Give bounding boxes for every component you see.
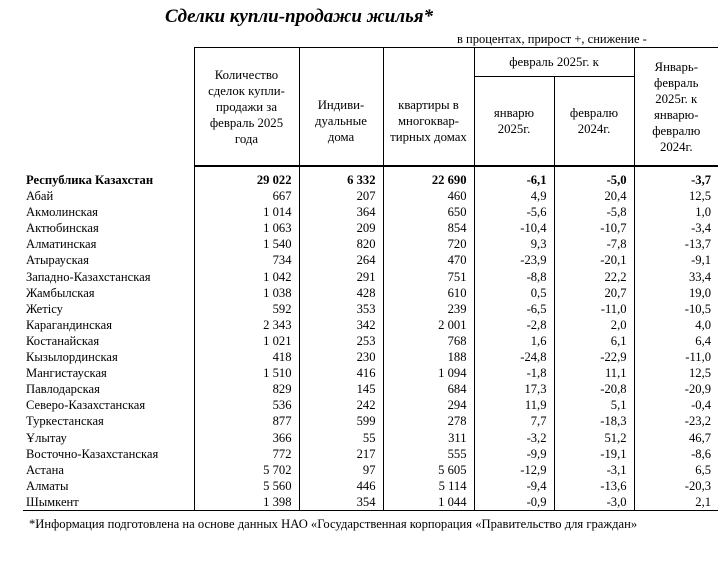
cell-count: 1 398 bbox=[194, 494, 299, 511]
cell-count: 667 bbox=[194, 188, 299, 204]
table-row bbox=[23, 446, 718, 462]
cell-janfeb: 12,5 bbox=[634, 365, 718, 381]
cell-individual: 55 bbox=[299, 430, 383, 446]
cell-apartments: 294 bbox=[383, 397, 474, 413]
cell-apartments: 854 bbox=[383, 220, 474, 236]
cell-apartments: 470 bbox=[383, 252, 474, 268]
cell-individual: 242 bbox=[299, 397, 383, 413]
table-body bbox=[23, 166, 718, 510]
cell-jan2025: -2,8 bbox=[474, 317, 554, 333]
cell-apartments: 684 bbox=[383, 381, 474, 397]
cell-region: Акмолинская bbox=[23, 204, 194, 220]
cell-region: Алматинская bbox=[23, 236, 194, 252]
cell-janfeb: 6,5 bbox=[634, 462, 718, 478]
cell-region: Шымкент bbox=[23, 494, 194, 511]
cell-region: Карагандинская bbox=[23, 317, 194, 333]
cell-feb2024: 11,1 bbox=[554, 365, 634, 381]
total-row bbox=[23, 166, 718, 188]
cell-janfeb: -20,9 bbox=[634, 381, 718, 397]
cell-count: 772 bbox=[194, 446, 299, 462]
table-row bbox=[23, 333, 718, 349]
cell-individual: 599 bbox=[299, 413, 383, 429]
cell-individual: 291 bbox=[299, 269, 383, 285]
cell-count: 5 702 bbox=[194, 462, 299, 478]
cell-feb2024: -11,0 bbox=[554, 301, 634, 317]
footnote: *Информация подготовлена на основе данных НАО «Государственная корпорация «Правительство для граждан» bbox=[29, 517, 638, 531]
table-row bbox=[23, 349, 718, 365]
table-row bbox=[23, 317, 718, 333]
table-row bbox=[23, 188, 718, 204]
cell-region: Ұлытау bbox=[23, 430, 194, 446]
cell-region: Северо-Казахстанская bbox=[23, 397, 194, 413]
count-header: Количество сделок купли-продажи за февраль 2025 года bbox=[194, 48, 299, 167]
cell-feb2024: -5,8 bbox=[554, 204, 634, 220]
cell-individual: 820 bbox=[299, 236, 383, 252]
cell-region: Атырауская bbox=[23, 252, 194, 268]
cell-feb2024: 51,2 bbox=[554, 430, 634, 446]
cell-janfeb: 46,7 bbox=[634, 430, 718, 446]
cell-count: 366 bbox=[194, 430, 299, 446]
cell-feb2024: -3,1 bbox=[554, 462, 634, 478]
cell-apartments: 1 094 bbox=[383, 365, 474, 381]
cell-janfeb: 6,4 bbox=[634, 333, 718, 349]
cell-jan2025: 11,9 bbox=[474, 397, 554, 413]
cell-region: Кызылординская bbox=[23, 349, 194, 365]
cell-feb2024: -13,6 bbox=[554, 478, 634, 494]
cell-jan2025: -24,8 bbox=[474, 349, 554, 365]
cell-feb2024: -5,0 bbox=[554, 166, 634, 188]
cell-individual: 342 bbox=[299, 317, 383, 333]
cell-jan2025: -6,5 bbox=[474, 301, 554, 317]
region-header bbox=[23, 48, 194, 167]
cell-count: 1 014 bbox=[194, 204, 299, 220]
cell-apartments: 311 bbox=[383, 430, 474, 446]
table-row bbox=[23, 285, 718, 301]
cell-count: 1 510 bbox=[194, 365, 299, 381]
cell-count: 1 038 bbox=[194, 285, 299, 301]
cell-region: Западно-Казахстанская bbox=[23, 269, 194, 285]
page-title: Сделки купли-продажи жилья* bbox=[165, 6, 434, 27]
cell-region: Жамбылская bbox=[23, 285, 194, 301]
cell-janfeb: 2,1 bbox=[634, 494, 718, 511]
cell-jan2025: -12,9 bbox=[474, 462, 554, 478]
cell-jan2025: 0,5 bbox=[474, 285, 554, 301]
housing-deals-table bbox=[23, 47, 718, 511]
cell-count: 592 bbox=[194, 301, 299, 317]
cell-janfeb: 4,0 bbox=[634, 317, 718, 333]
cell-janfeb: -13,7 bbox=[634, 236, 718, 252]
cell-janfeb: -0,4 bbox=[634, 397, 718, 413]
table-row bbox=[23, 413, 718, 429]
cell-janfeb: -3,7 bbox=[634, 166, 718, 188]
cell-individual: 354 bbox=[299, 494, 383, 511]
feb2024-header: февралю 2024г. bbox=[554, 77, 634, 167]
cell-individual: 428 bbox=[299, 285, 383, 301]
cell-count: 5 560 bbox=[194, 478, 299, 494]
cell-feb2024: -22,9 bbox=[554, 349, 634, 365]
cell-apartments: 5 114 bbox=[383, 478, 474, 494]
cell-individual: 446 bbox=[299, 478, 383, 494]
cell-individual: 230 bbox=[299, 349, 383, 365]
cell-count: 1 540 bbox=[194, 236, 299, 252]
cell-individual: 264 bbox=[299, 252, 383, 268]
cell-jan2025: -10,4 bbox=[474, 220, 554, 236]
table-row bbox=[23, 430, 718, 446]
individual-header: Индиви-дуальные дома bbox=[299, 77, 383, 167]
cell-feb2024: 5,1 bbox=[554, 397, 634, 413]
apartments-header-top bbox=[383, 48, 474, 77]
cell-count: 2 343 bbox=[194, 317, 299, 333]
cell-jan2025: -8,8 bbox=[474, 269, 554, 285]
cell-apartments: 555 bbox=[383, 446, 474, 462]
cell-jan2025: -5,6 bbox=[474, 204, 554, 220]
cell-feb2024: 22,2 bbox=[554, 269, 634, 285]
cell-region: Актюбинская bbox=[23, 220, 194, 236]
cell-feb2024: -10,7 bbox=[554, 220, 634, 236]
cell-jan2025: 4,9 bbox=[474, 188, 554, 204]
table-row bbox=[23, 462, 718, 478]
cell-region: Костанайская bbox=[23, 333, 194, 349]
cell-region: Туркестанская bbox=[23, 413, 194, 429]
jan2025-header: январю 2025г. bbox=[474, 77, 554, 167]
cell-count: 29 022 bbox=[194, 166, 299, 188]
cell-count: 1 042 bbox=[194, 269, 299, 285]
table-row bbox=[23, 478, 718, 494]
cell-individual: 97 bbox=[299, 462, 383, 478]
cell-apartments: 239 bbox=[383, 301, 474, 317]
cell-count: 877 bbox=[194, 413, 299, 429]
cell-apartments: 188 bbox=[383, 349, 474, 365]
cell-feb2024: -20,8 bbox=[554, 381, 634, 397]
cell-apartments: 1 044 bbox=[383, 494, 474, 511]
cell-individual: 364 bbox=[299, 204, 383, 220]
cell-feb2024: -18,3 bbox=[554, 413, 634, 429]
cell-feb2024: -19,1 bbox=[554, 446, 634, 462]
cell-count: 829 bbox=[194, 381, 299, 397]
cell-count: 734 bbox=[194, 252, 299, 268]
cell-individual: 209 bbox=[299, 220, 383, 236]
cell-region: Алматы bbox=[23, 478, 194, 494]
cell-apartments: 751 bbox=[383, 269, 474, 285]
cell-janfeb: -3,4 bbox=[634, 220, 718, 236]
cell-region: Республика Казахстан bbox=[23, 166, 194, 188]
cell-feb2024: 2,0 bbox=[554, 317, 634, 333]
cell-region: Мангистауская bbox=[23, 365, 194, 381]
cell-jan2025: -9,4 bbox=[474, 478, 554, 494]
table-row bbox=[23, 236, 718, 252]
cell-apartments: 278 bbox=[383, 413, 474, 429]
cell-apartments: 460 bbox=[383, 188, 474, 204]
cell-feb2024: 20,4 bbox=[554, 188, 634, 204]
cell-region: Абай bbox=[23, 188, 194, 204]
cell-jan2025: -9,9 bbox=[474, 446, 554, 462]
cell-count: 1 063 bbox=[194, 220, 299, 236]
cell-janfeb: -10,5 bbox=[634, 301, 718, 317]
cell-region: Жетісу bbox=[23, 301, 194, 317]
cell-janfeb: -11,0 bbox=[634, 349, 718, 365]
cell-jan2025: -1,8 bbox=[474, 365, 554, 381]
cell-feb2024: 6,1 bbox=[554, 333, 634, 349]
cell-janfeb: -23,2 bbox=[634, 413, 718, 429]
cell-feb2024: -3,0 bbox=[554, 494, 634, 511]
cell-count: 418 bbox=[194, 349, 299, 365]
cell-region: Астана bbox=[23, 462, 194, 478]
cell-feb2024: -20,1 bbox=[554, 252, 634, 268]
cell-jan2025: 7,7 bbox=[474, 413, 554, 429]
cell-apartments: 768 bbox=[383, 333, 474, 349]
cell-apartments: 22 690 bbox=[383, 166, 474, 188]
cell-janfeb: 12,5 bbox=[634, 188, 718, 204]
cell-individual: 6 332 bbox=[299, 166, 383, 188]
table-row bbox=[23, 252, 718, 268]
table-row bbox=[23, 301, 718, 317]
cell-individual: 145 bbox=[299, 381, 383, 397]
feb-group-header: февраль 2025г. к bbox=[474, 48, 634, 77]
cell-individual: 353 bbox=[299, 301, 383, 317]
table-row bbox=[23, 269, 718, 285]
cell-region: Восточно-Казахстанская bbox=[23, 446, 194, 462]
cell-apartments: 2 001 bbox=[383, 317, 474, 333]
cell-jan2025: -23,9 bbox=[474, 252, 554, 268]
cell-apartments: 720 bbox=[383, 236, 474, 252]
cell-jan2025: 1,6 bbox=[474, 333, 554, 349]
cell-janfeb: 1,0 bbox=[634, 204, 718, 220]
units-note: в процентах, прирост +, снижение - bbox=[457, 32, 647, 46]
table-row bbox=[23, 381, 718, 397]
cell-feb2024: 20,7 bbox=[554, 285, 634, 301]
cell-janfeb: 19,0 bbox=[634, 285, 718, 301]
cell-region: Павлодарская bbox=[23, 381, 194, 397]
cell-apartments: 650 bbox=[383, 204, 474, 220]
cell-count: 1 021 bbox=[194, 333, 299, 349]
cell-janfeb: -20,3 bbox=[634, 478, 718, 494]
cell-jan2025: -0,9 bbox=[474, 494, 554, 511]
cell-jan2025: 9,3 bbox=[474, 236, 554, 252]
table-row bbox=[23, 494, 718, 511]
cell-individual: 416 bbox=[299, 365, 383, 381]
cell-janfeb: -9,1 bbox=[634, 252, 718, 268]
cell-individual: 217 bbox=[299, 446, 383, 462]
cell-jan2025: -6,1 bbox=[474, 166, 554, 188]
table-row bbox=[23, 204, 718, 220]
apartments-header: квартиры в многоквар-тирных домах bbox=[383, 77, 474, 167]
cell-apartments: 5 605 bbox=[383, 462, 474, 478]
cell-individual: 253 bbox=[299, 333, 383, 349]
cell-feb2024: -7,8 bbox=[554, 236, 634, 252]
cell-janfeb: 33,4 bbox=[634, 269, 718, 285]
cell-jan2025: -3,2 bbox=[474, 430, 554, 446]
cell-individual: 207 bbox=[299, 188, 383, 204]
table-row bbox=[23, 397, 718, 413]
table-row bbox=[23, 220, 718, 236]
individual-header-top bbox=[299, 48, 383, 77]
janfeb-header: Январь-февраль 2025г. к январю-февралю 2024г. bbox=[634, 48, 718, 167]
cell-apartments: 610 bbox=[383, 285, 474, 301]
cell-count: 536 bbox=[194, 397, 299, 413]
cell-jan2025: 17,3 bbox=[474, 381, 554, 397]
table-row bbox=[23, 365, 718, 381]
cell-janfeb: -8,6 bbox=[634, 446, 718, 462]
